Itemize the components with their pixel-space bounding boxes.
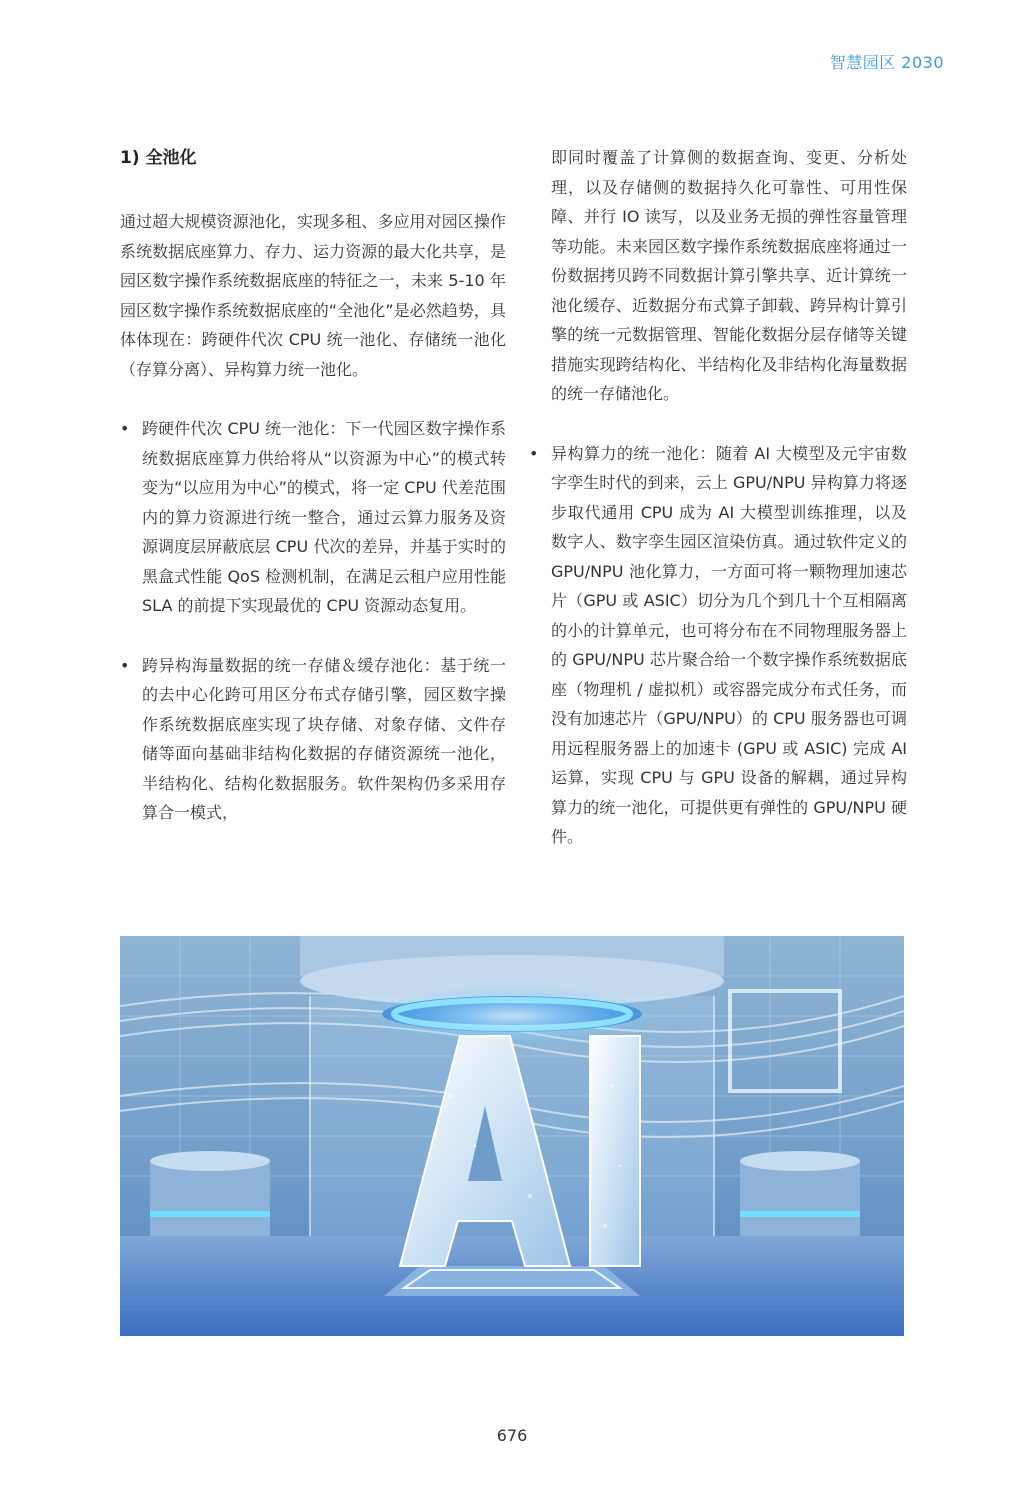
left-column <box>120 143 506 828</box>
ai-illustration <box>120 936 904 1336</box>
page-number: 676 <box>496 1426 528 1445</box>
bullet-heterogeneous-pooling <box>529 439 907 852</box>
bullet-marker: • <box>120 655 130 675</box>
section-title: 1) 全池化 <box>120 148 197 168</box>
right-column <box>529 143 907 852</box>
bullet-marker: • <box>529 443 539 463</box>
bullet-text: 跨硬件代次 CPU 统一池化：下一代园区数字操作系统数据底座算力供给将从“以资源为中心”的模式转变为“以应用为中心”的模式，将一定 CPU 代差范围内的算力资源进行统一整合，通过云算力服务及资源调度层屏蔽底层 CPU 代次的差异，并基于实时的黑盒式性能 QoS 检测机制，在满足云租户应用性能 SLA 的前提下实现最优的 CPU 资源动态复用。 <box>142 419 506 615</box>
bullet-text: 异构算力的统一池化：随着 AI 大模型及元宇宙数字孪生时代的到来，云上 GPU/NPU 异构算力将逐步取代通用 CPU 成为 AI 大模型训练推理，以及数字人、数字孪生园区渲染仿真。通过软件定义的 GPU/NPU 池化算力，一方面可将一颗物理加速芯片（GPU 或 ASIC）切分为几个到几十个互相隔离的小的计算单元，也可将分布在不同物理服务器上的 GPU/NPU 芯片聚合给一个数字操作系统数据底座（物理机 / 虚拟机）或容器完成分布式任务，而没有加速芯片（GPU/NPU）的 CPU 服务器也可调用远程服务器上的加速卡 (GPU 或 ASIC) 完成 AI 运算，实现 CPU 与 GPU 设备的解耦，通过异构算力的统一池化，可提供更有弹性的 GPU/NPU 硬件。 <box>551 443 907 846</box>
bullet-cpu-pooling <box>120 414 506 621</box>
intro-paragraph: 通过超大规模资源池化，实现多租、多应用对园区操作系统数据底座算力、存力、运力资源的最大化共享，是园区数字操作系统数据底座的特征之一，未来 5-10 年园区数字操作系统数据底座的“全池化”是必然趋势，具体体现在：跨硬件代次 CPU 统一池化、存储统一池化（存算分离）、异构算力统一池化。 <box>120 212 506 379</box>
bullet-text: 跨异构海量数据的统一存储＆缓存池化：基于统一的去中心化跨可用区分布式存储引擎，园区数字操作系统数据底座实现了块存储、对象存储、文件存储等面向基础非结构化数据的存储资源统一池化，半结构化、结构化数据服务。软件架构仍多采用存算合一模式， <box>142 655 506 822</box>
bullet-marker: • <box>120 419 130 438</box>
ai-scene-image <box>120 936 904 1336</box>
continuation-paragraph: 即同时覆盖了计算侧的数据查询、变更、分析处理，以及存储侧的数据持久化可靠性、可用性保障、并行 IO 读写，以及业务无损的弹性容量管理等功能。未来园区数字操作系统数据底座将通过一份数据拷贝跨不同数据计算引擎共享、近计算统一池化缓存、近数据分布式算子卸载、跨异构计算引擎的统一元数据管理、智能化数据分层存储等关键措施实现跨结构化、半结构化及非结构化海量数据的统一存储池化。 <box>551 148 907 403</box>
running-header: 智慧园区 2030 <box>829 53 944 72</box>
bullet-storage-pooling <box>120 651 506 828</box>
